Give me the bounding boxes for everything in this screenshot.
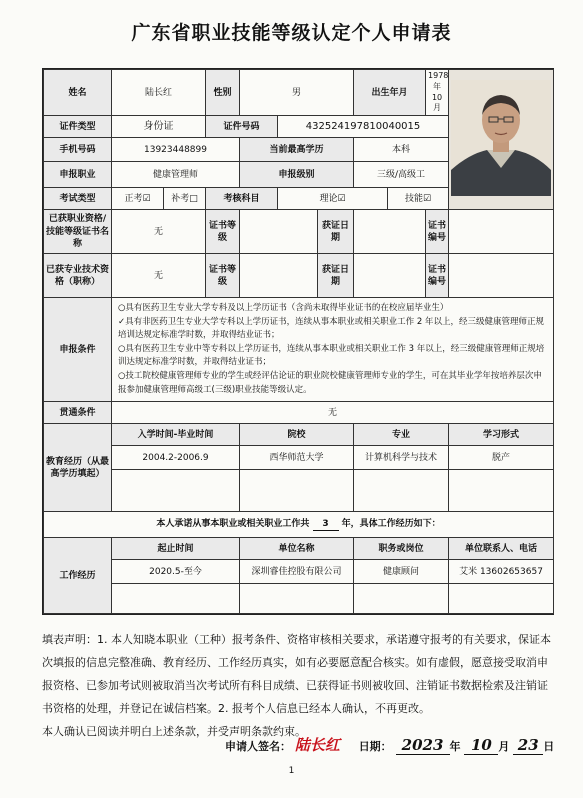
edu-mode: 脱产 bbox=[449, 446, 554, 470]
exam-skill-option[interactable]: 技能☑ bbox=[388, 188, 449, 210]
condition-item[interactable]: ✓具有非医药卫生专业大学专科以上学历证书，连续从事本职业或相关职业工作 2 年以上，经三级健康管理师正规培训达规定标准学时数，并取得结业证书； bbox=[118, 316, 544, 341]
exam-subject-label: 考核科目 bbox=[206, 188, 278, 210]
gender-label: 性别 bbox=[206, 70, 240, 116]
id-no-value: 432524197810040015 bbox=[278, 116, 449, 138]
work-header-company: 单位名称 bbox=[240, 538, 354, 560]
qual-title-value: 无 bbox=[112, 254, 206, 298]
work-pledge: 本人承诺从事本职业或相关职业工作共 3 年，具体工作经历如下： bbox=[44, 512, 554, 538]
applicant-signature: 陆长红 bbox=[294, 736, 340, 754]
condition-item[interactable]: ○技工院校健康管理师专业的学生或经评估论证的职业院校健康管理师专业的学生，可在其毕业学年按培养层次申报参加健康管理师高级工(三级)职业技能等级认定。 bbox=[118, 371, 542, 395]
phone-value: 13923448899 bbox=[112, 138, 240, 162]
id-no-label: 证件号码 bbox=[206, 116, 278, 138]
conditions-list bbox=[112, 298, 554, 402]
qual-title-date-value bbox=[354, 254, 426, 298]
date-day: 23 bbox=[513, 736, 543, 755]
declaration-confirm: 本人确认已阅读并明白上述条款，并受声明条款约束。 bbox=[42, 725, 306, 738]
qual-title-level-value bbox=[240, 254, 318, 298]
through-label: 贯通条件 bbox=[44, 402, 112, 424]
date-year: 2023 bbox=[396, 736, 450, 755]
photo-image bbox=[449, 80, 553, 196]
declaration-text: 填表声明：1. 本人知晓本职业（工种）报考条件、资格审核相关要求，承诺遵守报考的有关要求，保证本次填报的信息完整准确、教育经历、工作经历真实，如有必要愿意配合核实。如有虚假，愿意接受取消申报资格、已参加考试则被取消当次考试所有科目成绩、已获得证书则被收回、注销证书数据检索及注销证书资格的处理，并登记在诚信档案。2. 报考个人信息已经本人确认，不再更改。 bbox=[42, 633, 551, 715]
edu-school: 西华师范大学 bbox=[240, 446, 354, 470]
education-label: 教育经历（从最高学历填起） bbox=[44, 424, 112, 512]
condition-item[interactable]: ○具有医药卫生专业大学专科及以上学历证书（含尚未取得毕业证书的在校应届毕业生） bbox=[118, 303, 449, 314]
work-company: 深圳睿佳控股有限公司 bbox=[240, 560, 354, 584]
qual-cert-date-label: 获证日期 bbox=[318, 210, 354, 254]
birth-label: 出生年月 bbox=[354, 70, 426, 116]
work-contact: 艾米 13602653657 bbox=[449, 560, 554, 584]
signature-line: 申请人签名： 陆长红 日期： 2023 年 10 月 23 日 bbox=[225, 736, 555, 754]
edu-header-period: 入学时间-毕业时间 bbox=[112, 424, 240, 446]
qual-title-no-label: 证书编号 bbox=[426, 254, 449, 298]
name-value: 陆长红 bbox=[112, 70, 206, 116]
edu-period: 2004.2-2006.9 bbox=[112, 446, 240, 470]
declaration bbox=[42, 628, 552, 743]
edu-header-mode: 学习形式 bbox=[449, 424, 554, 446]
qual-cert-level-value bbox=[240, 210, 318, 254]
phone-label: 手机号码 bbox=[44, 138, 112, 162]
date-month: 10 bbox=[464, 736, 498, 755]
qual-cert-level-label: 证书等级 bbox=[206, 210, 240, 254]
conditions-label: 申报条件 bbox=[44, 298, 112, 402]
level-value: 三级/高级工 bbox=[354, 162, 449, 188]
form-title: 广东省职业技能等级认定个人申请表 bbox=[131, 22, 452, 44]
qual-title-no-value bbox=[449, 254, 554, 298]
work-period: 2020.5-至今 bbox=[112, 560, 240, 584]
edu-label: 当前最高学历 bbox=[240, 138, 354, 162]
application-form bbox=[42, 68, 554, 615]
exam-first-option[interactable]: 正考☑ bbox=[112, 188, 164, 210]
date-label: 日期： bbox=[358, 740, 392, 753]
edu-header-major: 专业 bbox=[354, 424, 449, 446]
qual-cert-value: 无 bbox=[112, 210, 206, 254]
work-header-position: 职务或岗位 bbox=[354, 538, 449, 560]
table-row bbox=[44, 560, 554, 584]
qual-title-date-label: 获证日期 bbox=[318, 254, 354, 298]
edu-header-school: 院校 bbox=[240, 424, 354, 446]
qual-cert-label: 已获职业资格/技能等级证书名称 bbox=[44, 210, 112, 254]
exam-theory-option[interactable]: 理论☑ bbox=[278, 188, 388, 210]
gender-value: 男 bbox=[240, 70, 354, 116]
work-header-contact: 单位联系人、电话 bbox=[449, 538, 554, 560]
level-label: 申报级别 bbox=[240, 162, 354, 188]
condition-item[interactable]: ○具有医药卫生专业中等专科以上学历证书，连续从事本职业或相关职业工作 3 年以上，经三级健康管理师正规培训达规定标准学时数，并取得结业证书； bbox=[118, 343, 545, 368]
applicant-photo bbox=[449, 70, 554, 210]
page-number: 1 bbox=[288, 766, 295, 776]
work-header-period: 起止时间 bbox=[112, 538, 240, 560]
form-table bbox=[43, 69, 554, 614]
birth-value: 1978 年 10 月 bbox=[426, 70, 449, 116]
edu-value: 本科 bbox=[354, 138, 449, 162]
id-type-value: 身份证 bbox=[112, 116, 206, 138]
table-row bbox=[44, 446, 554, 470]
qual-cert-date-value bbox=[354, 210, 426, 254]
qual-cert-no-value bbox=[449, 210, 554, 254]
name-label: 姓名 bbox=[44, 70, 112, 116]
through-value: 无 bbox=[112, 402, 554, 424]
signature-label: 申请人签名： bbox=[225, 740, 291, 753]
job-label: 申报职业 bbox=[44, 162, 112, 188]
exam-retake-option[interactable]: 补考□ bbox=[164, 188, 206, 210]
work-label: 工作经历 bbox=[44, 538, 112, 614]
work-position: 健康顾问 bbox=[354, 560, 449, 584]
exam-type-label: 考试类型 bbox=[44, 188, 112, 210]
qual-cert-no-label: 证书编号 bbox=[426, 210, 449, 254]
job-value: 健康管理师 bbox=[112, 162, 240, 188]
id-type-label: 证件类型 bbox=[44, 116, 112, 138]
qual-title-label: 已获专业技术资格（职称） bbox=[44, 254, 112, 298]
qual-title-level-label: 证书等级 bbox=[206, 254, 240, 298]
work-years: 3 bbox=[313, 518, 339, 531]
edu-major: 计算机科学与技术 bbox=[354, 446, 449, 470]
